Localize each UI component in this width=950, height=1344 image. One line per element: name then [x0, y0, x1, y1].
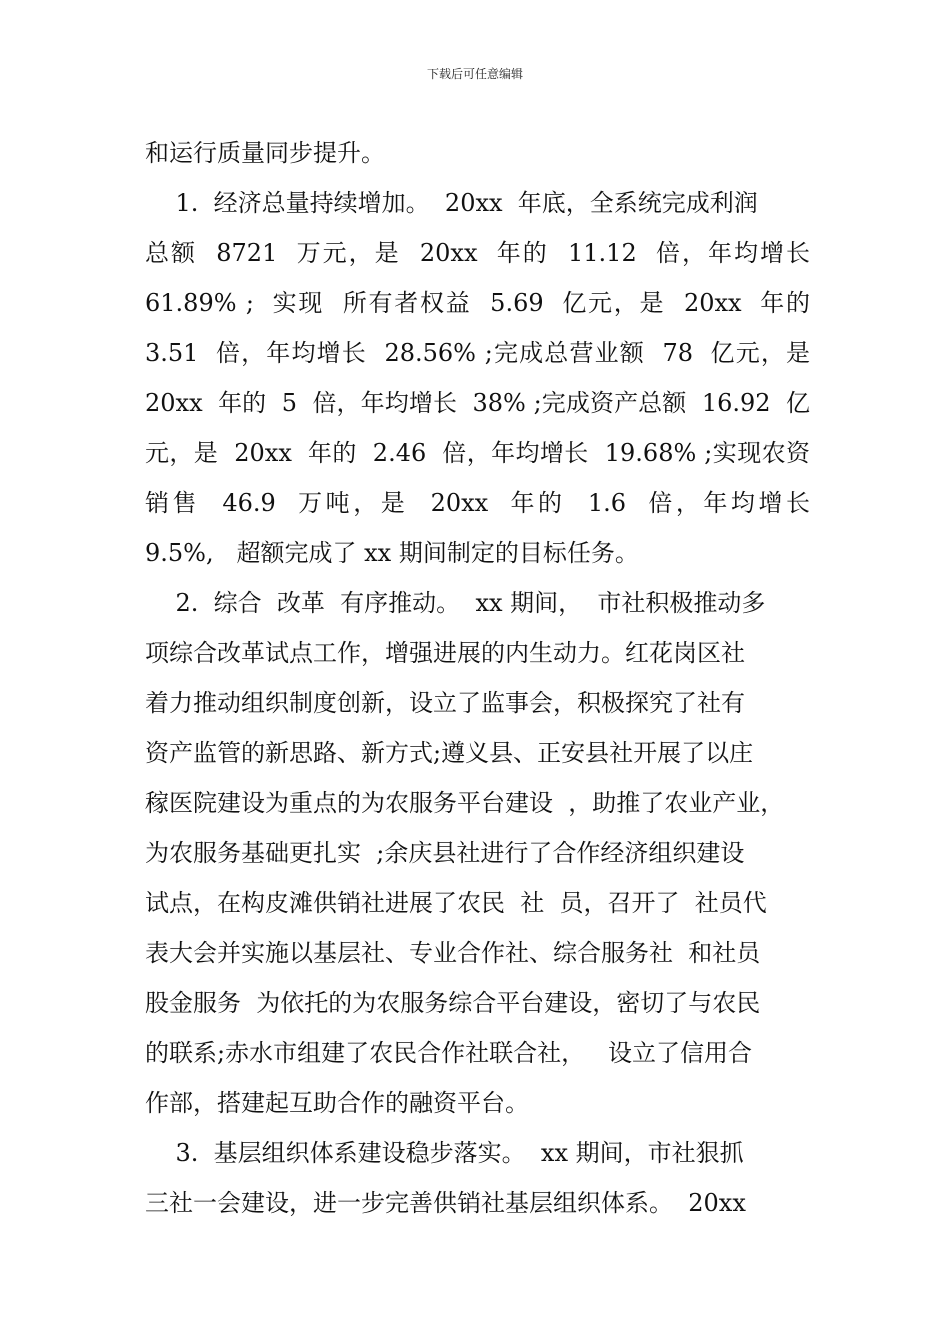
- text-line: 61.89% ; 实现 所有者权益 5.69 亿元，是 20xx 年的: [145, 289, 810, 317]
- text-line: 三社一会建设，进一步完善供销社基层组织体系。 20xx: [145, 1189, 746, 1217]
- text-line: 着力推动组织制度创新，设立了监事会，积极探究了社有: [145, 689, 745, 717]
- text-line: 试点，在构皮滩供销社进展了农民 社 员，召开了 社员代: [145, 889, 767, 917]
- text-line: 表大会并实施以基层社、专业合作社、综合服务社 和社员: [145, 939, 761, 967]
- text-line: 的联系;赤水市组建了农民合作社联合社， 设立了信用合: [145, 1039, 752, 1067]
- text-line: 和运行质量同步提升。: [145, 139, 385, 167]
- text-line: 总额 8721 万元，是 20xx 年的 11.12 倍，年均增长: [145, 239, 810, 267]
- text-line: 资产监管的新思路、新方式;遵义县、正安县社开展了以庄: [145, 739, 754, 767]
- document-body: [145, 128, 810, 1228]
- text-line: 1. 经济总量持续增加。 20xx 年底，全系统完成利润: [145, 189, 758, 217]
- text-line: 9.5%, 超额完成了 xx 期间制定的目标任务。: [145, 539, 639, 567]
- text-line: 3. 基层组织体系建设稳步落实。 xx 期间，市社狠抓: [145, 1139, 744, 1167]
- text-line: 项综合改革试点工作，增强进展的内生动力。红花岗区社: [145, 639, 745, 667]
- text-line: 元，是 20xx 年的 2.46 倍，年均增长 19.68% ;实现农资: [145, 439, 810, 467]
- text-line: 销售 46.9 万吨，是 20xx 年的 1.6 倍，年均增长: [145, 489, 810, 517]
- text-line: 稼医院建设为重点的为农服务平台建设 ，助推了农业产业，: [145, 789, 785, 817]
- text-line: 2. 综合 改革 有序推动。 xx 期间， 市社积极推动多: [145, 589, 766, 617]
- text-line: 20xx 年的 5 倍，年均增长 38% ;完成资产总额 16.92 亿: [145, 389, 810, 417]
- page-header-note: 下载后可任意编辑: [426, 67, 523, 81]
- text-line: 3.51 倍，年均增长 28.56% ;完成总营业额 78 亿元，是: [145, 339, 810, 367]
- text-line: 作部，搭建起互助合作的融资平台。: [145, 1089, 529, 1117]
- text-line: 股金服务 为依托的为农服务综合平台建设，密切了与农民: [145, 989, 761, 1017]
- text-line: 为农服务基础更扎实 ;余庆县社进行了合作经济组织建设: [145, 839, 745, 867]
